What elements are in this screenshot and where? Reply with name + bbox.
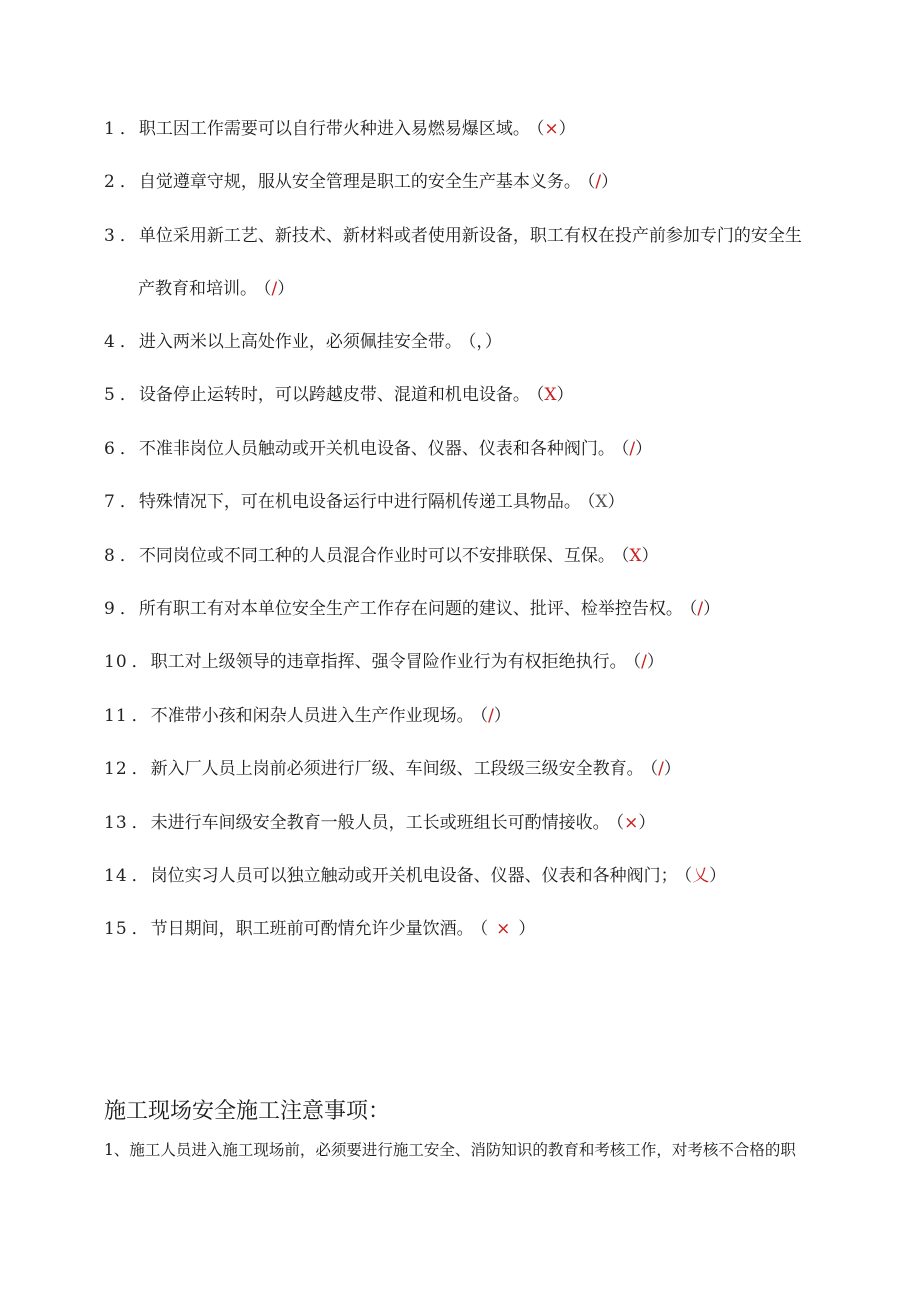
answer: （×） bbox=[535, 119, 576, 139]
question-number: 14 bbox=[104, 866, 128, 886]
question-number: 6 bbox=[104, 439, 116, 459]
answer-mark: × bbox=[496, 919, 511, 939]
answer: （×） bbox=[615, 813, 656, 833]
question-number: 3 bbox=[104, 226, 116, 246]
question-text: 职工对上级领导的违章指挥、强令冒险作业行为有权拒绝执行。 bbox=[150, 652, 627, 672]
question-13: 13 ． 未进行车间级安全教育一般人员，工长或班组长可酌情接收。 （×） bbox=[104, 813, 656, 833]
question-number: 13 bbox=[104, 813, 128, 833]
answer: （，） bbox=[467, 332, 502, 352]
answer: （X） bbox=[535, 385, 574, 405]
answer-mark: X bbox=[544, 385, 557, 405]
question-number: 15 bbox=[104, 919, 128, 939]
section-title: 施工现场安全施工注意事项： bbox=[104, 1099, 391, 1124]
question-number: 11 bbox=[104, 706, 128, 726]
question-10: 10 ． 职工对上级领导的违章指挥、强令冒险作业行为有权拒绝执行。 （/） bbox=[104, 652, 664, 672]
answer: （/） bbox=[586, 172, 619, 192]
question-6: 6 ． 不准非岗位人员触动或开关机电设备、仪器、仪表和各种阀门。 （/） bbox=[104, 439, 653, 459]
answer: （/） bbox=[263, 279, 295, 299]
question-text: 进入两米以上高处作业，必须佩挂安全带。 bbox=[138, 332, 462, 352]
answer-mark: × bbox=[544, 119, 559, 139]
answer-mark: ， bbox=[476, 332, 485, 352]
answer: （/） bbox=[632, 652, 664, 672]
question-number: 12 bbox=[104, 759, 128, 779]
question-text: 未进行车间级安全教育一般人员，工长或班组长可酌情接收。 bbox=[150, 813, 610, 833]
answer-mark: / bbox=[629, 439, 636, 459]
question-text: 职工因工作需要可以自行带火种进入易燃易爆区域。 bbox=[138, 119, 530, 139]
question-text: 岗位实习人员可以独立触动或开关机电设备、仪器、仪表和各种阀门； bbox=[150, 866, 678, 886]
answer: （/） bbox=[479, 706, 511, 726]
answer-mark: / bbox=[271, 279, 278, 299]
answer: （乂） bbox=[683, 866, 727, 886]
answer: （/） bbox=[620, 439, 653, 459]
question-text: 节日期间，职工班前可酌情允许少量饮酒。 bbox=[150, 919, 474, 939]
question-text: 不准非岗位人员触动或开关机电设备、仪器、仪表和各种阀门。 bbox=[138, 439, 615, 459]
question-number: 7 bbox=[104, 492, 116, 512]
question-text: 特殊情况下，可在机电设备运行中进行隔机传递工具物品。 bbox=[138, 492, 581, 512]
question-text: 设备停止运转时，可以跨越皮带、混道和机电设备。 bbox=[138, 385, 530, 405]
answer: （X） bbox=[620, 546, 659, 566]
question-text: 不同岗位或不同工种的人员混合作业时可以不安排联保、互保。 bbox=[138, 546, 615, 566]
question-number: 1 bbox=[104, 119, 116, 139]
answer-mark: / bbox=[697, 599, 704, 619]
section-item-1: 1、施工人员进入施工现场前，必须要进行施工安全、消防知识的教育和考核工作，对考核不合格的职 bbox=[104, 1141, 796, 1159]
question-number: 4 bbox=[104, 332, 116, 352]
question-11: 11 ． 不准带小孩和闲杂人员进入生产作业现场。 （/） bbox=[104, 706, 511, 726]
answer-mark: X bbox=[629, 546, 642, 566]
question-14: 14 ． 岗位实习人员可以独立触动或开关机电设备、仪器、仪表和各种阀门； （乂） bbox=[104, 866, 727, 886]
question-number: 10 bbox=[104, 652, 128, 672]
question-9: 9 ． 所有职工有对本单位安全生产工作存在问题的建议、批评、检举控告权。 （/） bbox=[104, 599, 721, 619]
question-15: 15 ． 节日期间，职工班前可酌情允许少量饮酒。 （ × ） bbox=[104, 919, 536, 939]
question-1: 1 ． 职工因工作需要可以自行带火种进入易燃易爆区域。 （×） bbox=[104, 119, 576, 139]
question-number: 5 bbox=[104, 385, 116, 405]
question-text: 自觉遵章守规，服从安全管理是职工的安全生产基本义务。 bbox=[138, 172, 581, 192]
question-number: 2 bbox=[104, 172, 116, 192]
answer: （ × ） bbox=[479, 919, 536, 939]
question-5: 5 ． 设备停止运转时，可以跨越皮带、混道和机电设备。 （X） bbox=[104, 385, 574, 405]
question-text-continued: 产教育和培训。 bbox=[138, 279, 257, 299]
question-number: 8 bbox=[104, 546, 116, 566]
answer: （X） bbox=[586, 492, 625, 512]
question-text: 所有职工有对本单位安全生产工作存在问题的建议、批评、检举控告权。 bbox=[138, 599, 683, 619]
question-7: 7 ． 特殊情况下，可在机电设备运行中进行隔机传递工具物品。 （X） bbox=[104, 492, 625, 512]
question-4: 4 ． 进入两米以上高处作业，必须佩挂安全带。 （，） bbox=[104, 332, 502, 352]
question-3: 3 ． 单位采用新工艺、新技术、新材料或者使用新设备，职工有权在投产前参加专门的安全生 产教育和培训。 （/） bbox=[104, 226, 802, 299]
question-8: 8 ． 不同岗位或不同工种的人员混合作业时可以不安排联保、互保。 （X） bbox=[104, 546, 659, 566]
answer-mark: X bbox=[595, 492, 608, 512]
answer: （/） bbox=[688, 599, 721, 619]
answer: （/） bbox=[649, 759, 681, 779]
question-12: 12 ． 新入厂人员上岗前必须进行厂级、车间级、工段级三级安全教育。 （/） bbox=[104, 759, 681, 779]
question-number: 9 bbox=[104, 599, 116, 619]
answer-mark: / bbox=[641, 652, 647, 672]
question-text: 新入厂人员上岗前必须进行厂级、车间级、工段级三级安全教育。 bbox=[150, 759, 644, 779]
question-text: 单位采用新工艺、新技术、新材料或者使用新设备，职工有权在投产前参加专门的安全生 bbox=[138, 226, 802, 246]
answer-mark: / bbox=[595, 172, 602, 192]
answer-mark: × bbox=[624, 813, 639, 833]
answer-mark: / bbox=[658, 759, 664, 779]
answer-mark: 乂 bbox=[692, 866, 710, 886]
answer-mark: / bbox=[488, 706, 494, 726]
question-text: 不准带小孩和闲杂人员进入生产作业现场。 bbox=[150, 706, 474, 726]
question-2: 2 ． 自觉遵章守规，服从安全管理是职工的安全生产基本义务。 （/） bbox=[104, 172, 619, 192]
